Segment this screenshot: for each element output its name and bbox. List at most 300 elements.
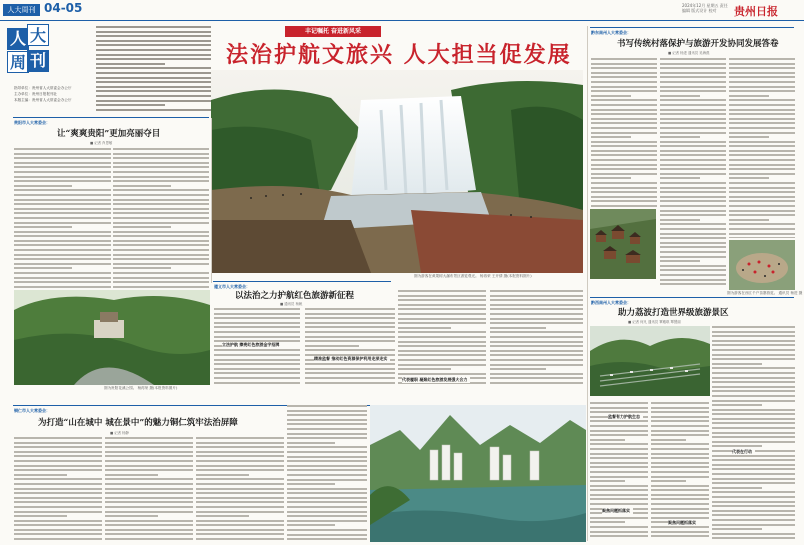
article-body bbox=[398, 290, 486, 388]
text-line bbox=[196, 442, 284, 444]
text-line bbox=[591, 154, 657, 156]
text-line bbox=[113, 244, 209, 246]
text-line bbox=[14, 171, 111, 173]
text-line bbox=[113, 171, 209, 173]
article-body bbox=[214, 308, 300, 388]
text-line bbox=[712, 533, 795, 535]
text-line bbox=[287, 520, 367, 522]
text-line bbox=[660, 90, 726, 92]
text-line bbox=[660, 269, 726, 271]
text-line bbox=[590, 471, 648, 473]
village-photo bbox=[590, 209, 656, 279]
subhead: 精准监督 推动红色资源保护利用走深走实 bbox=[314, 356, 390, 362]
text-line bbox=[590, 448, 648, 450]
text-line bbox=[490, 322, 583, 324]
text-line bbox=[105, 520, 193, 522]
text-line bbox=[398, 331, 486, 333]
text-line bbox=[113, 189, 209, 191]
text-line bbox=[660, 109, 726, 111]
text-line bbox=[14, 437, 102, 439]
section-rule bbox=[590, 297, 794, 298]
text-line bbox=[14, 281, 111, 283]
text-line bbox=[14, 258, 111, 260]
text-line bbox=[214, 382, 300, 384]
text-line bbox=[14, 501, 102, 503]
text-line bbox=[113, 231, 209, 233]
text-line bbox=[14, 153, 111, 155]
text-line bbox=[113, 166, 209, 168]
text-line bbox=[398, 304, 486, 306]
credit-line: 指导单位：贵州省人大常委会办公厅 bbox=[14, 86, 72, 90]
text-line bbox=[490, 299, 583, 301]
article-body bbox=[712, 326, 795, 541]
text-line bbox=[729, 168, 795, 170]
text-line bbox=[196, 497, 284, 499]
text-line bbox=[729, 118, 795, 120]
text-line bbox=[113, 153, 209, 155]
libo-photo bbox=[590, 326, 710, 396]
text-line bbox=[660, 104, 726, 106]
text-line bbox=[660, 283, 726, 285]
text-line bbox=[14, 194, 111, 196]
text-line bbox=[729, 127, 795, 129]
text-line bbox=[660, 154, 726, 156]
subhead: 立法护航 擦亮红色旅游金字招牌 bbox=[222, 342, 282, 348]
text-line bbox=[712, 432, 795, 434]
section-rule bbox=[13, 117, 209, 118]
text-line bbox=[398, 373, 486, 375]
text-line bbox=[196, 501, 284, 503]
text-line bbox=[590, 535, 648, 537]
text-line bbox=[660, 237, 726, 239]
text-line bbox=[591, 200, 657, 202]
text-line bbox=[590, 439, 625, 441]
text-line bbox=[660, 200, 726, 202]
text-line bbox=[96, 72, 211, 74]
text-line bbox=[214, 336, 300, 338]
text-line bbox=[712, 496, 795, 498]
text-line bbox=[214, 363, 300, 365]
text-line bbox=[729, 81, 795, 83]
section-tag: 人大周刊 bbox=[3, 4, 40, 16]
text-line bbox=[712, 363, 762, 365]
text-line bbox=[14, 180, 111, 182]
page-header bbox=[0, 0, 804, 21]
text-line bbox=[305, 322, 395, 324]
text-line bbox=[712, 326, 795, 328]
text-line bbox=[14, 446, 102, 448]
text-line bbox=[105, 474, 158, 476]
text-line bbox=[14, 286, 111, 288]
text-line bbox=[113, 263, 209, 265]
text-line bbox=[660, 256, 726, 258]
text-line bbox=[729, 67, 795, 69]
text-line bbox=[113, 217, 209, 219]
masthead-char: 周 bbox=[7, 51, 29, 73]
text-line bbox=[591, 205, 657, 207]
text-line bbox=[113, 176, 209, 178]
text-line bbox=[729, 141, 795, 143]
text-line bbox=[660, 99, 726, 101]
column-divider bbox=[587, 26, 588, 541]
text-line bbox=[590, 485, 648, 487]
main-headline: 法治护航文旅兴 人大担当促发展 bbox=[226, 43, 572, 68]
text-line bbox=[660, 274, 726, 276]
text-line bbox=[96, 86, 211, 88]
text-line bbox=[105, 497, 193, 499]
text-line bbox=[14, 212, 111, 214]
text-line bbox=[660, 191, 726, 193]
text-line bbox=[729, 122, 795, 124]
text-line bbox=[96, 26, 211, 28]
text-line bbox=[14, 455, 102, 457]
text-line bbox=[660, 164, 726, 166]
article-body bbox=[305, 308, 395, 388]
text-line bbox=[214, 322, 300, 324]
section-label: 黔东南州人大常委会： bbox=[591, 30, 631, 35]
article-body bbox=[729, 58, 795, 238]
text-line bbox=[591, 67, 657, 69]
text-line bbox=[398, 359, 486, 361]
text-line bbox=[660, 86, 726, 88]
text-line bbox=[590, 503, 648, 505]
text-line bbox=[196, 492, 284, 494]
text-line bbox=[591, 196, 657, 198]
text-line bbox=[113, 222, 209, 224]
text-line bbox=[287, 501, 367, 503]
text-line bbox=[712, 487, 762, 489]
text-line bbox=[490, 345, 583, 347]
article-body bbox=[113, 148, 209, 288]
text-line bbox=[591, 182, 657, 184]
text-line bbox=[490, 318, 583, 320]
text-line bbox=[105, 501, 193, 503]
text-line bbox=[287, 515, 367, 517]
text-line bbox=[729, 182, 795, 184]
text-line bbox=[590, 517, 648, 519]
text-line bbox=[591, 132, 657, 134]
text-line bbox=[305, 340, 395, 342]
article-body bbox=[196, 437, 284, 541]
text-line bbox=[14, 244, 111, 246]
text-line bbox=[14, 277, 111, 279]
text-line bbox=[14, 483, 102, 485]
text-line bbox=[660, 63, 726, 65]
text-line bbox=[590, 443, 648, 445]
text-line bbox=[490, 336, 583, 338]
text-line bbox=[196, 474, 249, 476]
text-line bbox=[14, 451, 102, 453]
text-line bbox=[287, 410, 367, 412]
text-line bbox=[660, 228, 726, 230]
text-line bbox=[287, 524, 335, 526]
text-line bbox=[14, 240, 111, 242]
text-line bbox=[712, 409, 795, 411]
text-line bbox=[651, 471, 709, 473]
subhead: 监督有力护航生态 bbox=[608, 414, 643, 420]
text-line bbox=[490, 341, 583, 343]
text-line bbox=[660, 242, 726, 244]
text-line bbox=[729, 132, 795, 134]
text-line bbox=[712, 514, 795, 516]
text-line bbox=[590, 402, 648, 404]
text-line bbox=[305, 317, 395, 319]
text-line bbox=[113, 277, 209, 279]
text-line bbox=[287, 511, 367, 513]
text-line bbox=[591, 95, 631, 97]
text-line bbox=[591, 81, 657, 83]
text-line bbox=[712, 422, 795, 424]
text-line bbox=[660, 67, 726, 69]
text-line bbox=[729, 237, 795, 238]
article-body bbox=[287, 405, 367, 541]
text-line bbox=[14, 185, 72, 187]
text-line bbox=[96, 100, 211, 102]
text-line bbox=[490, 368, 546, 370]
credits bbox=[14, 85, 94, 103]
article-byline: ■ 记者 杨进 通讯员 吴海燕 bbox=[668, 51, 710, 55]
text-line bbox=[712, 459, 795, 461]
article-body bbox=[590, 402, 648, 540]
text-line bbox=[196, 455, 284, 457]
text-line bbox=[14, 478, 102, 480]
article-body bbox=[105, 437, 193, 541]
text-line bbox=[287, 460, 367, 462]
text-line bbox=[105, 529, 193, 531]
text-line bbox=[287, 423, 367, 425]
text-line bbox=[490, 359, 583, 361]
masthead-char: 刊 bbox=[27, 50, 49, 72]
text-line bbox=[660, 136, 700, 138]
text-line bbox=[660, 127, 726, 129]
text-line bbox=[712, 445, 762, 447]
text-line bbox=[729, 109, 795, 111]
text-line bbox=[287, 433, 367, 435]
waterfall-photo bbox=[211, 70, 583, 273]
text-line bbox=[712, 349, 795, 351]
text-line bbox=[105, 451, 193, 453]
intro-text bbox=[96, 26, 211, 114]
text-line bbox=[287, 405, 367, 407]
text-line bbox=[14, 263, 111, 265]
masthead-char: 人 bbox=[7, 28, 29, 50]
text-line bbox=[96, 67, 211, 69]
text-line bbox=[287, 456, 367, 458]
text-line bbox=[712, 418, 795, 420]
text-line bbox=[287, 442, 335, 444]
text-line bbox=[214, 326, 300, 328]
text-line bbox=[287, 414, 367, 416]
text-line bbox=[729, 136, 769, 138]
text-line bbox=[214, 354, 300, 356]
text-line bbox=[651, 407, 709, 409]
text-line bbox=[660, 251, 726, 253]
text-line bbox=[14, 442, 102, 444]
text-line bbox=[14, 157, 111, 159]
text-line bbox=[96, 58, 211, 60]
text-line bbox=[96, 35, 211, 37]
text-line bbox=[96, 49, 211, 51]
text-line bbox=[651, 489, 709, 491]
text-line bbox=[14, 465, 102, 467]
text-line bbox=[712, 413, 795, 415]
text-line bbox=[651, 420, 709, 422]
text-line bbox=[287, 479, 367, 481]
masthead bbox=[7, 24, 49, 74]
text-line bbox=[398, 308, 486, 310]
text-line bbox=[96, 95, 211, 97]
text-line bbox=[398, 341, 486, 343]
text-line bbox=[651, 512, 709, 514]
text-line bbox=[729, 86, 795, 88]
text-line bbox=[196, 529, 284, 531]
text-line bbox=[287, 483, 335, 485]
text-line bbox=[113, 281, 209, 283]
text-line bbox=[591, 72, 657, 74]
text-line bbox=[591, 63, 657, 65]
text-line bbox=[712, 372, 795, 374]
text-line bbox=[651, 503, 709, 505]
text-line bbox=[196, 520, 284, 522]
text-line bbox=[105, 538, 193, 540]
text-line bbox=[305, 336, 395, 338]
article-title: 为打造“山在城中 城在景中”的魅力铜仁筑牢法治屏障 bbox=[38, 418, 238, 428]
text-line bbox=[113, 267, 171, 269]
text-line bbox=[591, 173, 657, 175]
text-line bbox=[660, 177, 700, 179]
text-line bbox=[651, 531, 709, 533]
text-line bbox=[651, 425, 709, 427]
text-line bbox=[196, 460, 284, 462]
hero-caption: 图为游客在黄果树大瀑布景区游览观光。 杨再荣 王开倩 摄(本报资料图片) bbox=[414, 274, 532, 278]
text-line bbox=[590, 476, 648, 478]
text-line bbox=[712, 464, 795, 466]
text-line bbox=[660, 173, 726, 175]
text-line bbox=[651, 453, 709, 455]
text-line bbox=[14, 235, 111, 237]
text-line bbox=[214, 372, 300, 374]
text-line bbox=[660, 265, 726, 267]
text-line bbox=[14, 217, 111, 219]
text-line bbox=[591, 104, 657, 106]
text-line bbox=[14, 469, 102, 471]
text-line bbox=[305, 377, 395, 379]
text-line bbox=[14, 208, 111, 210]
text-line bbox=[591, 109, 657, 111]
text-line bbox=[287, 488, 367, 490]
text-line bbox=[490, 350, 583, 352]
text-line bbox=[660, 76, 726, 78]
text-line bbox=[729, 104, 795, 106]
text-line bbox=[14, 199, 111, 201]
text-line bbox=[105, 515, 158, 517]
text-line bbox=[590, 531, 648, 533]
article-byline: ■ 记者 何凡 通讯员 覃雅琪 覃慧丽 bbox=[628, 320, 681, 324]
text-line bbox=[660, 260, 700, 262]
newspaper-logo: 贵州日报 bbox=[734, 5, 778, 18]
text-line bbox=[113, 157, 209, 159]
text-line bbox=[287, 451, 367, 453]
text-line bbox=[712, 331, 795, 333]
text-line bbox=[729, 113, 795, 115]
text-line bbox=[729, 164, 795, 166]
text-line bbox=[590, 466, 648, 468]
text-line bbox=[712, 381, 795, 383]
text-line bbox=[14, 460, 102, 462]
text-line bbox=[591, 145, 657, 147]
text-line bbox=[214, 349, 300, 351]
text-line bbox=[105, 488, 193, 490]
text-line bbox=[305, 349, 395, 351]
text-line bbox=[14, 166, 111, 168]
text-line bbox=[591, 86, 657, 88]
text-line bbox=[651, 411, 709, 413]
text-line bbox=[660, 118, 726, 120]
text-line bbox=[490, 308, 583, 310]
text-line bbox=[729, 173, 795, 175]
text-line bbox=[105, 455, 193, 457]
text-line bbox=[660, 233, 726, 235]
text-line bbox=[729, 210, 795, 212]
section-label: 铜仁市人大常委会： bbox=[14, 408, 50, 413]
text-line bbox=[14, 176, 111, 178]
text-line bbox=[660, 81, 726, 83]
text-line bbox=[113, 258, 209, 260]
text-line bbox=[590, 434, 648, 436]
text-line bbox=[590, 494, 648, 496]
text-line bbox=[14, 162, 111, 164]
text-line bbox=[214, 317, 300, 319]
text-line bbox=[591, 76, 657, 78]
text-line bbox=[712, 528, 762, 530]
text-line bbox=[287, 492, 367, 494]
text-line bbox=[729, 233, 795, 235]
text-line bbox=[287, 469, 367, 471]
text-line bbox=[660, 168, 726, 170]
text-line bbox=[14, 272, 111, 274]
text-line bbox=[729, 219, 769, 221]
text-line bbox=[214, 313, 300, 315]
text-line bbox=[729, 191, 795, 193]
text-line bbox=[590, 462, 648, 464]
text-line bbox=[14, 529, 102, 531]
text-line bbox=[105, 465, 193, 467]
text-line bbox=[113, 148, 209, 150]
text-line bbox=[196, 515, 249, 517]
text-line bbox=[651, 457, 709, 459]
text-line bbox=[660, 219, 700, 221]
text-line bbox=[105, 506, 193, 508]
text-line bbox=[14, 492, 102, 494]
text-line bbox=[729, 214, 795, 216]
text-line bbox=[14, 520, 102, 522]
text-line bbox=[651, 498, 709, 500]
text-line bbox=[398, 290, 486, 292]
subhead: 代表在行动 bbox=[732, 449, 755, 455]
text-line bbox=[591, 150, 657, 152]
text-line bbox=[96, 40, 211, 42]
text-line bbox=[712, 537, 795, 539]
text-line bbox=[660, 159, 726, 161]
article-body bbox=[14, 148, 111, 288]
text-line bbox=[196, 511, 284, 513]
text-line bbox=[660, 279, 726, 281]
text-line bbox=[305, 326, 395, 328]
text-line bbox=[398, 318, 486, 320]
text-line bbox=[113, 203, 209, 205]
text-line bbox=[490, 313, 583, 315]
text-line bbox=[651, 443, 709, 445]
